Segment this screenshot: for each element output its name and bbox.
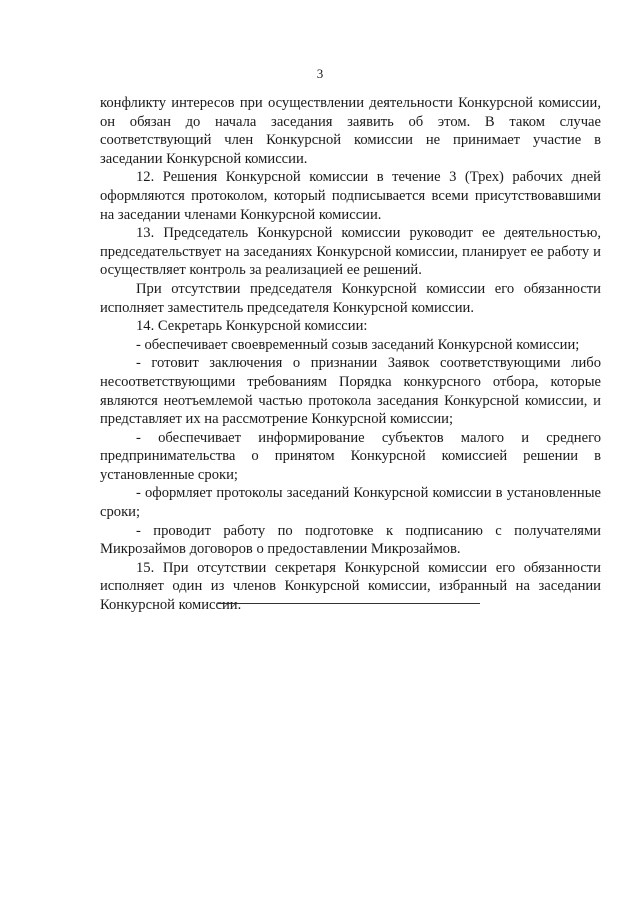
list-item-protocols: - оформляет протоколы заседаний Конкурсной комиссии в установленные сроки;: [100, 485, 601, 521]
end-of-document-rule: [218, 603, 480, 604]
list-item-contracts: - проводит работу по подготовке к подписанию с получателями Микрозаймов договоров о предоставлении Микрозаймов.: [100, 522, 601, 558]
page-number: 3: [316, 66, 324, 81]
list-item-convening: - обеспечивает своевременный созыв заседаний Конкурсной комиссии;: [136, 336, 580, 353]
list-item-informing: - обеспечивает информирование субъектов малого и среднего предпринимательства о принятом Конкурсной комиссией решении в установленные сроки;: [100, 429, 601, 483]
paragraph-item-13: 13. Председатель Конкурсной комиссии руководит ее деятельностью, председательствует на заседаниях Конкурсной комиссии, планирует ее работу и осуществляет контроль за реализацией ее решений.: [100, 225, 601, 279]
paragraph-chair-absence: При отсутствии председателя Конкурсной комиссии его обязанности исполняет заместитель председателя Конкурсной комиссии.: [100, 280, 601, 316]
paragraph-continuation: конфликту интересов при осуществлении деятельности Конкурсной комиссии, он обязан до начала заседания заявить об этом. В таком случае соответствующий член Конкурсной комиссии не принимает участие в заседании Конкурсной комиссии.: [100, 95, 601, 167]
list-item-conclusions: - готовит заключения о признании Заявок соответствующими либо несоответствующими требованиям Порядка конкурсного отбора, которые являются неотъемлемой частью протокола заседания Конкурсной комиссии, и представляет их на рассмотрение Конкурсной комиссии;: [100, 355, 601, 428]
document-body: [100, 94, 601, 615]
paragraph-item-15: 15. При отсутствии секретаря Конкурсной комиссии его обязанности исполняет один из членов Конкурсной комиссии, избранный на заседании Конкурсной комиссии.: [100, 559, 601, 614]
paragraph-item-12: 12. Решения Конкурсной комиссии в течение 3 (Трех) рабочих дней оформляются протоколом, который подписывается всеми присутствовавшими на заседании членами Конкурсной комиссии.: [100, 169, 601, 223]
paragraph-item-14: 14. Секретарь Конкурсной комиссии:: [136, 318, 368, 335]
